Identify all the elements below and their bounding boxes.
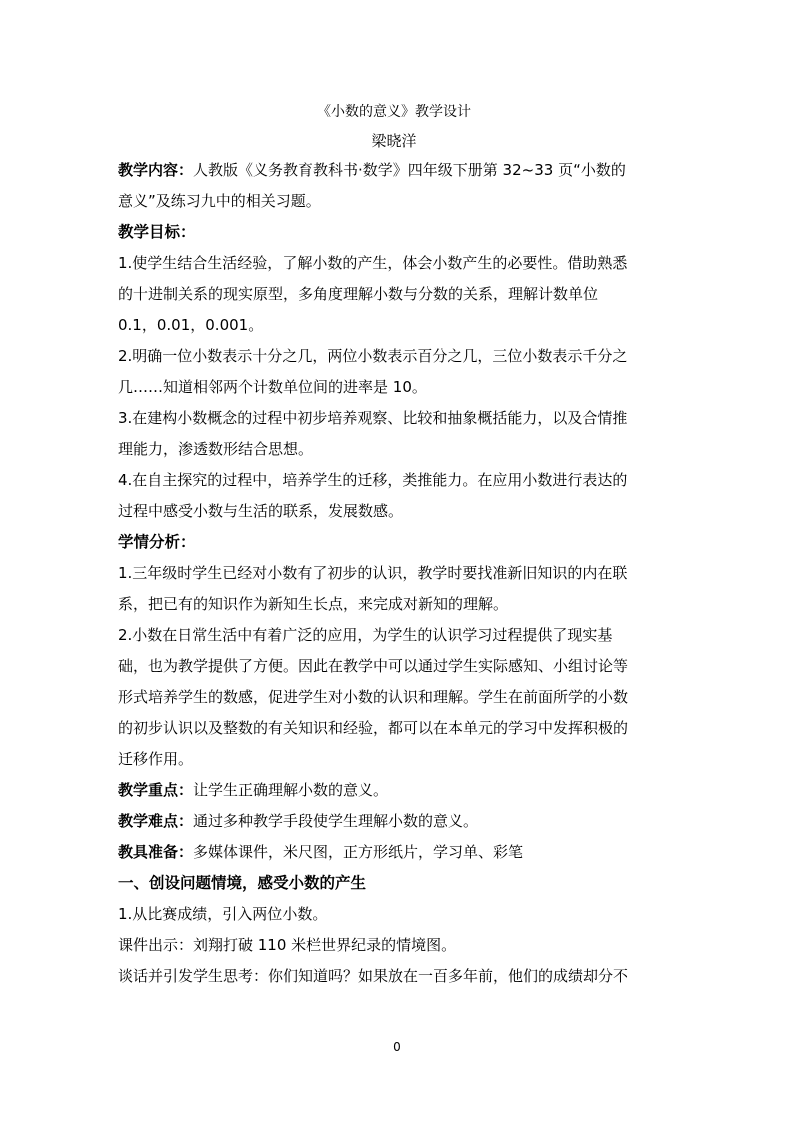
tools-text: 多媒体课件，米尺图，正方形纸片，学习单、彩笔	[193, 843, 524, 861]
analysis-2-line: 迁移作用。	[118, 750, 194, 768]
goal-1-line: 0.1，0.01，0.001。	[118, 316, 264, 334]
document-title: 《小数的意义》教学设计	[317, 104, 471, 120]
goal-1-line: 的十进制关系的现实原型，多角度理解小数与分数的关系，理解计数单位	[118, 285, 599, 303]
section-1-heading: 一、创设问题情境，感受小数的产生	[118, 874, 367, 892]
goal-2-line: 几……知道相邻两个计数单位间的进率是 10。	[118, 378, 427, 396]
difficulty-label: 教学难点：	[118, 812, 194, 830]
teaching-content-text: 人教版《义务教育教科书·数学》四年级下册第 32~33 页“小数的	[193, 161, 626, 179]
key-point	[118, 775, 670, 806]
key-point-label: 教学重点：	[118, 781, 194, 799]
analysis-1-line: 系，把已有的知识作为新知生长点，来完成对新知的理解。	[118, 595, 509, 613]
text-line	[118, 155, 670, 186]
goals-heading: 教学目标：	[118, 223, 196, 241]
text-line	[118, 837, 670, 868]
analysis-2-line: 础，也为教学提供了方便。因此在教学中可以通过学生实际感知、小组讨论等	[118, 657, 629, 675]
text-line	[118, 806, 670, 837]
difficulty	[118, 806, 670, 837]
teaching-content	[118, 155, 670, 217]
goal-4-line: 4.在自主探究的过程中，培养学生的迁移，类推能力。在应用小数进行表达的	[118, 471, 628, 489]
analysis-2-line: 2.小数在日常生活中有着广泛的应用，为学生的认识学习过程提供了现实基	[118, 626, 613, 644]
author-name: 梁晓洋	[371, 132, 417, 150]
analysis-2-line: 的初步认识以及整数的有关知识和经验，都可以在本单元的学习中发挥积极的	[118, 719, 629, 737]
page-number: 0	[393, 1040, 401, 1054]
goal-2-line: 2.明确一位小数表示十分之几，两位小数表示百分之几，三位小数表示千分之	[118, 347, 628, 365]
goal-3-line: 3.在建构小数概念的过程中初步培养观察、比较和抽象概括能力，以及合情推	[118, 409, 628, 427]
analysis-2-line: 形式培养学生的数感，促进学生对小数的认识和理解。学生在前面所学的小数	[118, 688, 629, 706]
tools	[118, 837, 670, 868]
difficulty-text: 通过多种教学手段使学生理解小数的意义。	[193, 812, 479, 830]
document-body	[118, 97, 670, 992]
teaching-content-label: 教学内容：	[118, 161, 194, 179]
goals-list	[118, 248, 670, 527]
key-point-text: 让学生正确理解小数的意义。	[193, 781, 389, 799]
analysis-1-line: 1.三年级时学生已经对小数有了初步的认识，教学时要找准新旧知识的内在联	[118, 564, 628, 582]
tools-label: 教具准备：	[118, 843, 194, 861]
section-1-line: 1.从比赛成绩，引入两位小数。	[118, 905, 328, 923]
analysis-heading: 学情分析：	[118, 533, 196, 551]
text-line: 意义”及练习九中的相关习题。	[118, 192, 321, 210]
goal-4-line: 过程中感受小数与生活的联系，发展数感。	[118, 502, 404, 520]
section-1-body	[118, 899, 670, 992]
section-1-line: 课件出示：刘翔打破 110 米栏世界纪录的情境图。	[118, 936, 457, 954]
goal-3-line: 理能力，渗透数形结合思想。	[118, 440, 314, 458]
analysis-list	[118, 558, 670, 775]
goal-1-line: 1.使学生结合生活经验，了解小数的产生，体会小数产生的必要性。借助熟悉	[118, 254, 628, 272]
text-line	[118, 775, 670, 806]
section-1-line: 谈话并引发学生思考：你们知道吗？如果放在一百多年前，他们的成绩却分不	[118, 967, 629, 985]
